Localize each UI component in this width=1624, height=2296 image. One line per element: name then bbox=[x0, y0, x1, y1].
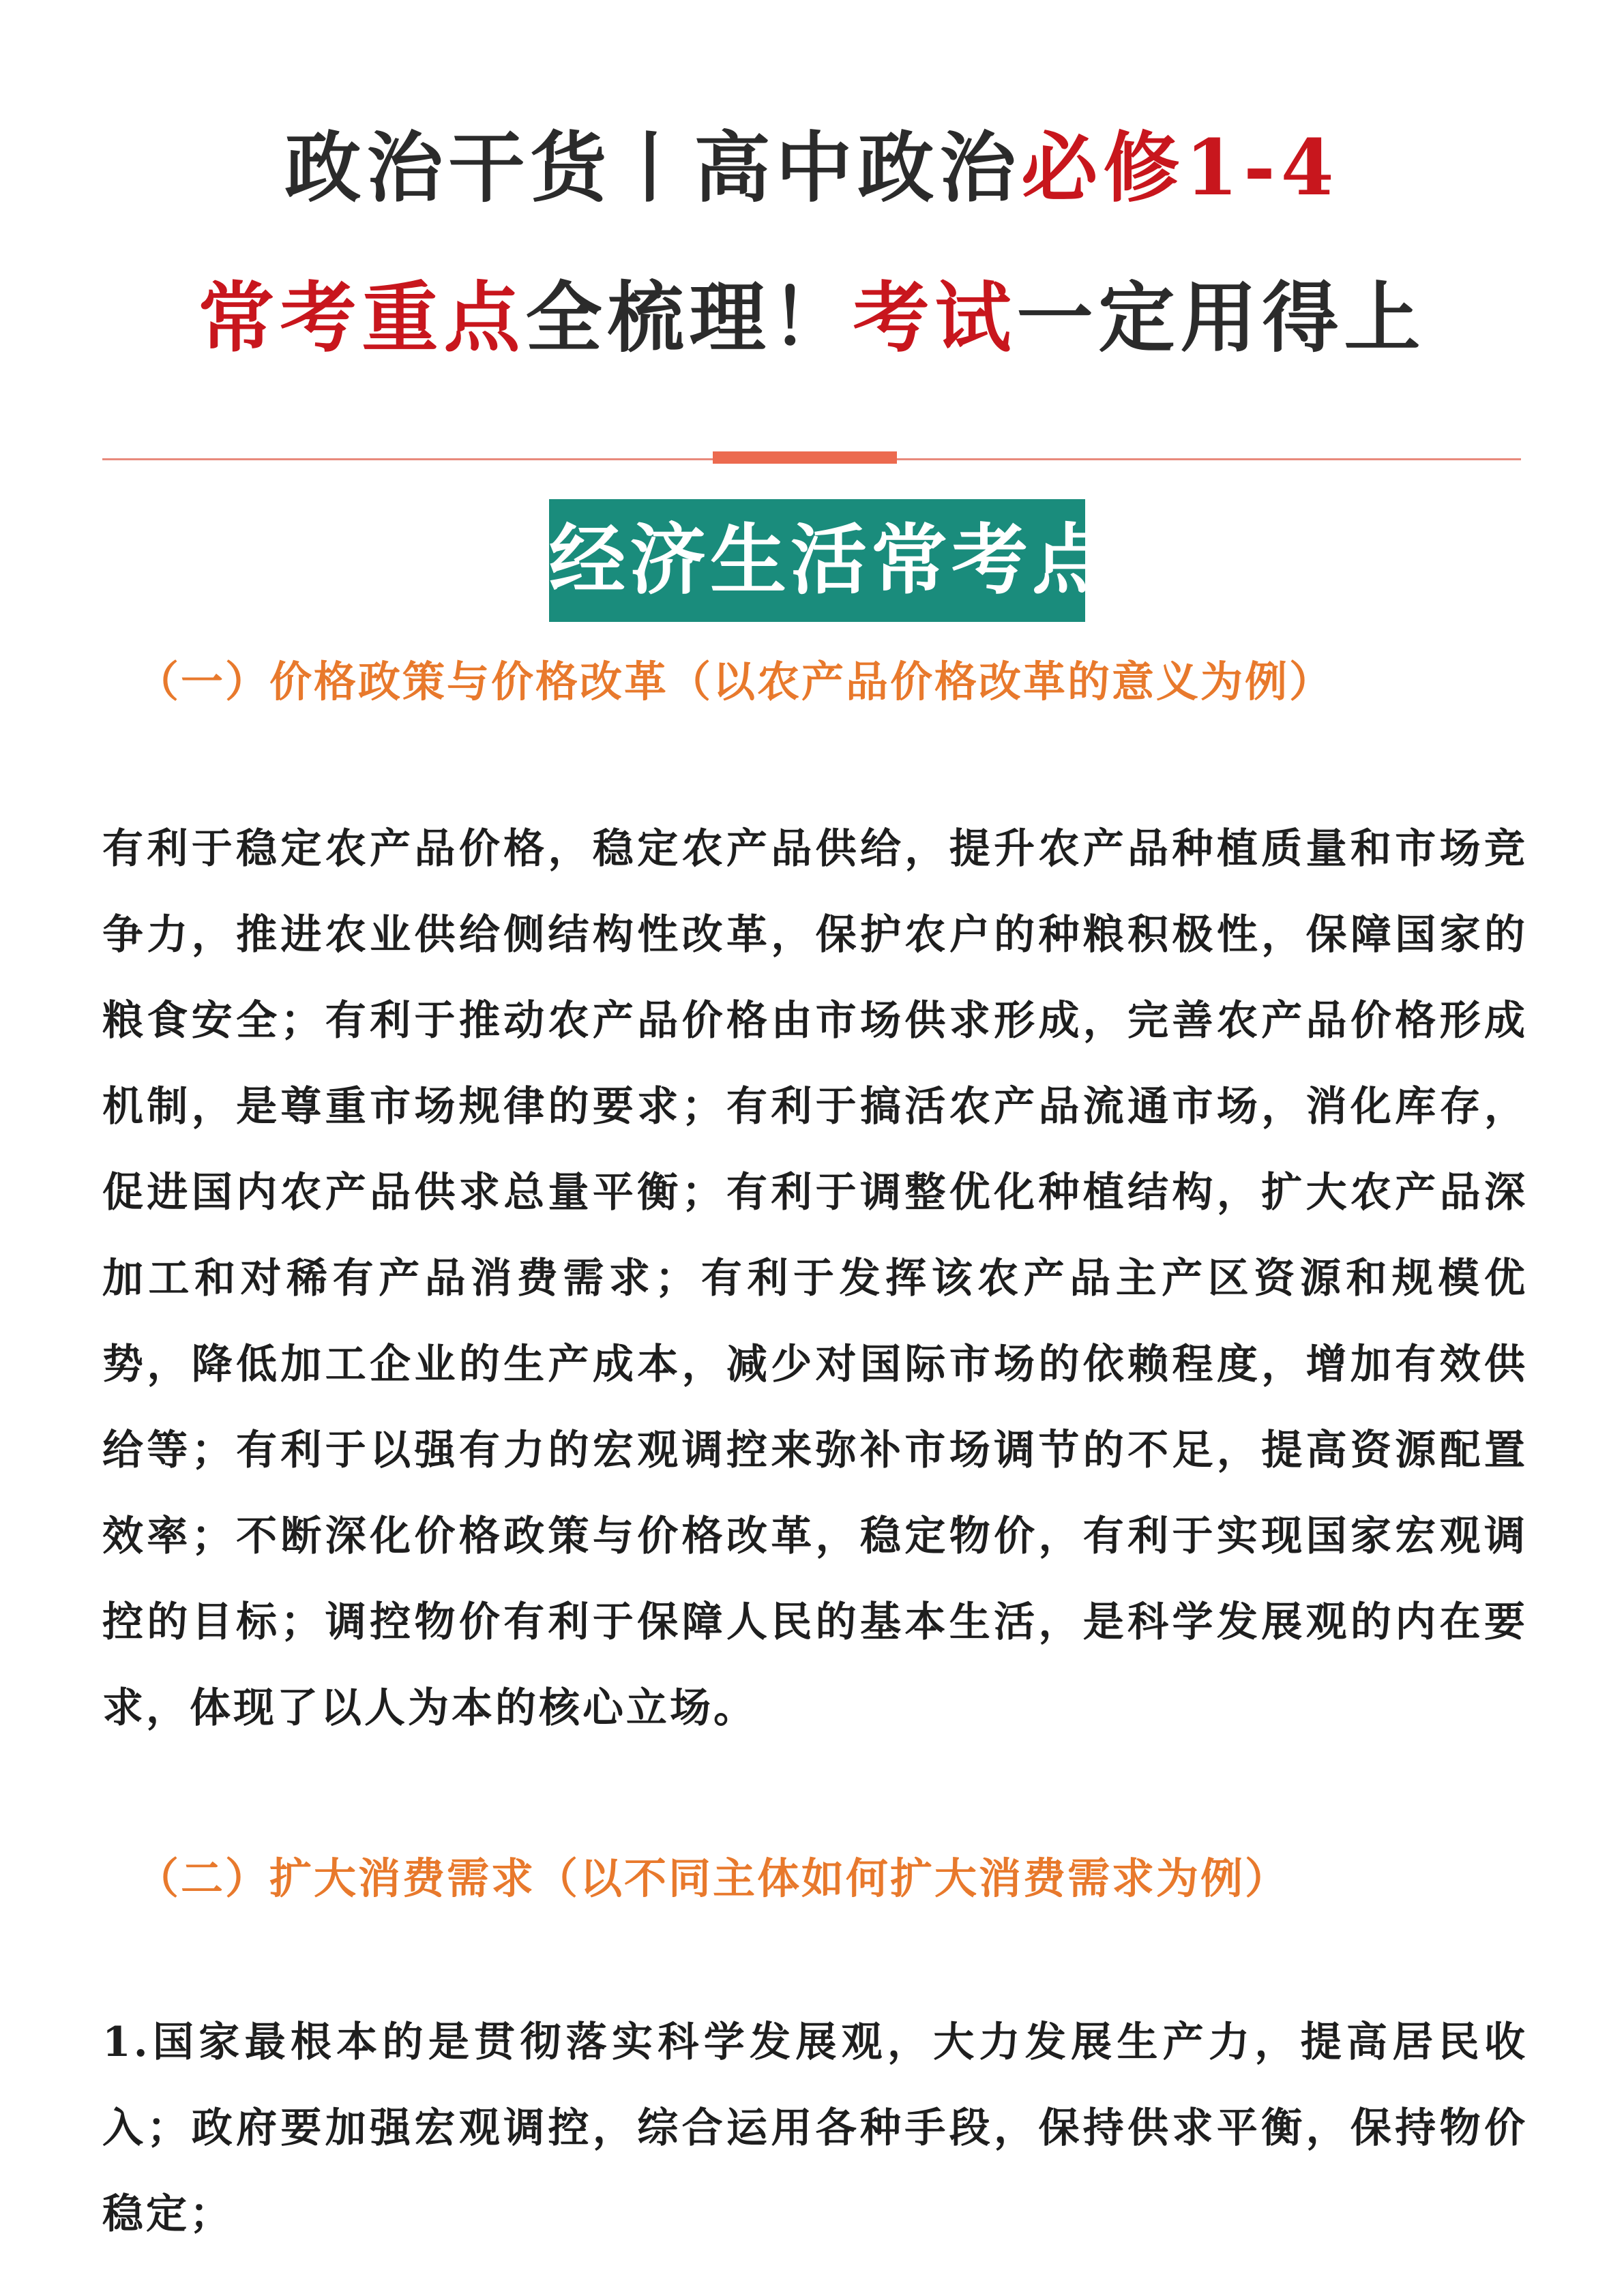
title-text-summary: 全梳理！ bbox=[525, 273, 853, 363]
title-divider-accent bbox=[713, 451, 897, 464]
title-highlight-key-points: 常考重点 bbox=[198, 273, 526, 363]
page-title-line-1 bbox=[0, 123, 1624, 214]
topic-body-1: 有利于稳定农产品价格，稳定农产品供给，提升农产品种植质量和市场竞争力，推进农业供给侧结构性改革，保护农户的种粮积极性，保障国家的粮食安全；有利于推动农产品价格由市场供求形成，完善农产品价格形成机制，是尊重市场规律的要求；有利于搞活农产品流通市场，消化库存，促进国内农产品供求总量平衡；有利于调整优化种植结构，扩大农产品深加工和对稀有产品消费需求；有利于发挥该农产品主产区资源和规模优势，降低加工企业的生产成本，减少对国际市场的依赖程度，增加有效供给等；有利于以强有力的宏观调控来弥补市场调节的不足，提高资源配置效率；不断深化价格政策与价格改革，稳定物价，有利于实现国家宏观调控的目标；调控物价有利于保障人民的基本生活，是科学发展观的内在要求，体现了以人为本的核心立场。 bbox=[102, 825, 1528, 1732]
title-highlight-exam: 考试 bbox=[853, 273, 1017, 363]
topic-body-2: 1.国家最根本的是贯彻落实科学发展观，大力发展生产力，提高居民收入；政府要加强宏观调控，综合运用各种手段，保持供求平衡，保持物价稳定； bbox=[102, 2018, 1528, 2238]
page-title-line-2 bbox=[0, 273, 1624, 364]
topic-heading-2: （二）扩大消费需求（以不同主体如何扩大消费需求为例） bbox=[136, 1853, 1290, 1903]
title-text-highlight: 必修1-4 bbox=[1021, 123, 1340, 213]
title-text-useful: 一定用得上 bbox=[1016, 273, 1426, 363]
section-banner: 经济生活常考点 bbox=[549, 499, 1085, 622]
topic-heading-1: （一）价格政策与价格改革（以农产品价格改革的意义为例） bbox=[136, 657, 1334, 706]
title-text-dark: 政治干货丨高中政治 bbox=[284, 123, 1022, 213]
